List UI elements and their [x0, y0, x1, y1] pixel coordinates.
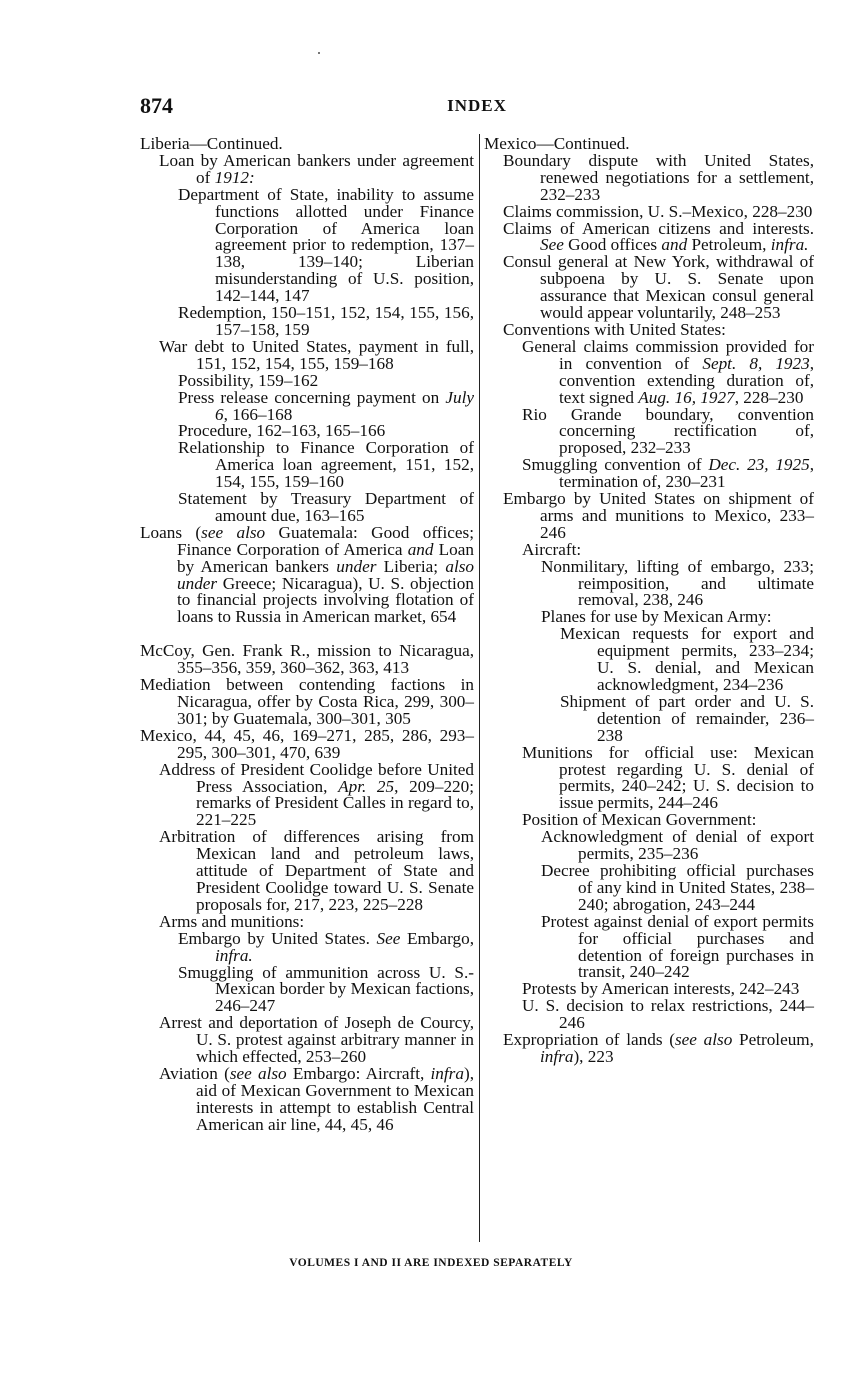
entry-italic-text: see also: [674, 1030, 733, 1050]
entry-text: Press release concerning payment on: [178, 387, 446, 407]
index-entry: [484, 491, 814, 542]
entry-text: Mexico, 44, 45, 46, 169–271, 285, 286, 293–295, 300–301, 470, 639: [140, 725, 474, 762]
entry-text: McCoy, Gen. Frank R., mission to Nicaragua, 355–356, 359, 360–362, 363, 413: [140, 641, 474, 678]
index-entry: [140, 677, 474, 728]
entry-text: , convention extending duration of, text signed: [559, 353, 815, 407]
index-entry: [484, 1032, 814, 1066]
entry-italic-text: infra.: [770, 235, 809, 255]
entry-text: ), 223: [573, 1046, 614, 1066]
entry-text: Protest against denial of export permits for official purchases and detention of foreign purchases in transit, 240–242: [541, 911, 814, 982]
entry-text: Statement by Treasury Department of amount due, 163–165: [178, 489, 474, 525]
index-entry: [140, 305, 474, 339]
index-entry: [140, 962, 474, 1016]
index-entry: [140, 150, 474, 187]
index-entry: [140, 387, 474, 424]
entry-text: War debt to United States, payment in full, 151, 152, 154, 155, 159–168: [159, 336, 474, 373]
index-entry: [140, 928, 474, 965]
entry-text: ), aid of Mexican Government to Mexican interests in attempt to establish Central American air line, 44, 45, 46: [196, 1063, 474, 1134]
index-entry: [140, 1063, 474, 1134]
index-entry: [484, 336, 815, 407]
entry-italic-text: infra: [540, 1046, 574, 1066]
entry-text: Guatemala: Good offices; Finance Corporation of America: [177, 522, 475, 559]
entry-italic-text: Sept. 8, 1923: [702, 353, 810, 373]
entry-italic-text: infra.: [215, 945, 253, 965]
column-divider: [479, 134, 480, 1242]
entry-text: , 166–168: [223, 404, 293, 424]
index-entry: [140, 829, 474, 914]
entry-text: Consul general at New York, withdrawal of subpoena by U. S. Senate upon assurance that Mexican consul general would appear voluntarily, 248–253: [503, 252, 814, 323]
index-entry: [140, 1015, 474, 1066]
entry-text: , 209–220; remarks of President Calles in regard to, 221–225: [196, 776, 475, 830]
index-entry: [484, 691, 814, 745]
entry-text: Mexican requests for export and equipment permits, 233–234; U. S. denial, and Mexican acknowledgment, 234–236: [560, 624, 814, 694]
index-entry: [484, 218, 814, 255]
index-entry: [140, 643, 474, 677]
entry-text: Address of President Coolidge before United Press Association,: [159, 759, 474, 796]
entry-text: General claims commission provided for in convention of: [522, 336, 814, 373]
entry-italic-text: See: [540, 235, 564, 255]
entry-text: Loan by American bankers under agreement of: [159, 150, 474, 187]
entry-italic-text: See: [376, 928, 401, 948]
entry-text: Good offices: [563, 235, 662, 255]
entry-italic-text: July 6: [215, 387, 474, 424]
index-entry: [140, 440, 474, 491]
index-entry: [140, 522, 475, 627]
index-entry: [484, 457, 814, 491]
right-column: [484, 136, 814, 1066]
entry-text: Rio Grande boundary, convention concerning rectification of, proposed, 232–233: [522, 404, 814, 458]
index-entry: [484, 742, 814, 813]
entry-italic-text: 1912:: [214, 167, 255, 187]
entry-text: Munitions for official use: Mexican protest regarding U. S. denial of permits, 240–242; U. S. decision to issue permits, 244–246: [522, 742, 814, 813]
index-entry: [484, 404, 814, 458]
entry-text: Claims of American citizens and interests.: [503, 218, 814, 238]
entry-text: Aircraft:: [522, 539, 582, 559]
entry-text: Claims commission, U. S.–Mexico, 228–230: [503, 201, 813, 221]
entry-italic-text: also under: [177, 556, 474, 593]
scan-speck: [318, 52, 320, 54]
entry-text: Redemption, 150–151, 152, 154, 155, 156, 157–158, 159: [178, 303, 474, 339]
entry-italic-text: and: [661, 235, 688, 255]
entry-text: Arbitration of differences arising from Mexican land and petroleum laws, attitude of Department of State and President Coolidge toward U. S. Senate proposals for, 217, 223, 225–228: [159, 827, 474, 914]
entry-text: Possibility, 159–162: [178, 370, 319, 390]
entry-italic-text: under: [336, 556, 377, 576]
entry-text: Smuggling of ammunition across U. S.-Mexican border by Mexican factions, 246–247: [178, 962, 474, 1016]
entry-text: Department of State, inability to assume functions allotted under Finance Corporation of America loan agreement prior to redemption, 137–138, 139–140; Liberian misunderstanding of U.S. position, 142–144, 147: [178, 184, 474, 306]
entry-text: Nonmilitary, lifting of embargo, 233; reimposition, and ultimate removal, 238, 246: [541, 556, 814, 610]
page-number: 874: [140, 93, 173, 118]
entry-text: Greece; Nicaragua), U. S. objection to financial projects involving flotation of loans to Russia in American market, 654: [177, 573, 474, 627]
entry-text: Expropriation of lands (: [503, 1030, 675, 1050]
index-entry: [484, 254, 814, 322]
entry-text: Position of Mexican Government:: [522, 810, 757, 830]
entry-text: U. S. decision to relax restrictions, 244–246: [522, 996, 814, 1033]
entry-text: Boundary dispute with United States, renewed negotiations for a settlement, 232–233: [503, 150, 814, 204]
page-footer: VOLUMES I AND II ARE INDEXED SEPARATELY: [289, 1257, 573, 1269]
index-entry: [484, 860, 814, 914]
index-entry: [484, 829, 814, 863]
entry-text: Embargo by United States on shipment of arms and munitions to Mexico, 233–246: [503, 489, 814, 542]
entry-text: Conventions with United States:: [503, 319, 726, 339]
entry-text: Petroleum,: [687, 235, 771, 255]
index-entry: [484, 998, 814, 1032]
entry-text: Acknowledgment of denial of export permits, 235–236: [541, 827, 814, 864]
index-entry: [140, 491, 474, 525]
index-entry: [484, 150, 814, 204]
entry-text: Shipment of part order and U. S. detention of remainder, 236–238: [560, 691, 814, 745]
entry-text: Liberia—Continued.: [140, 134, 283, 153]
entry-text: Protests by American interests, 242–243: [522, 979, 800, 999]
entry-text: Arrest and deportation of Joseph de Courcy, U. S. protest against arbitrary manner in which effected, 253–260: [159, 1013, 474, 1067]
index-entry: [140, 336, 474, 373]
entry-text: Loan by American bankers: [177, 539, 474, 576]
entry-text: Embargo: Aircraft,: [286, 1063, 431, 1083]
entry-italic-text: Dec. 23, 1925: [708, 455, 810, 475]
entry-italic-text: infra: [430, 1063, 464, 1083]
entry-text: Arms and munitions:: [159, 911, 305, 931]
index-entry: [484, 911, 814, 982]
page-title: INDEX: [447, 96, 507, 115]
left-column: [140, 136, 474, 1134]
entry-text: Relationship to Finance Corporation of America loan agreement, 151, 152, 154, 155, 159–160: [178, 438, 474, 492]
index-entry: [484, 556, 814, 610]
entry-italic-text: Apr. 25: [338, 776, 395, 796]
index-entry: [484, 626, 814, 694]
entry-text: Mediation between contending factions in Nicaragua, offer by Costa Rica, 299, 300–301; by Guatemala, 300–301, 305: [140, 675, 474, 728]
entry-text: , termination of, 230–231: [559, 455, 815, 492]
entry-text: , 228–230: [734, 387, 804, 407]
entry-italic-text: Aug. 16, 1927: [638, 387, 735, 407]
entry-italic-text: see also: [229, 1063, 287, 1083]
entry-text: Loans (: [140, 522, 202, 542]
entry-text: Mexico—Continued.: [484, 134, 630, 153]
entry-text: Procedure, 162–163, 165–166: [178, 421, 386, 441]
entry-text: Decree prohibiting official purchases of any kind in United States, 238–240; abrogation, 243–244: [541, 860, 814, 914]
entry-text: Embargo by United States.: [178, 928, 377, 948]
page-header: [140, 93, 814, 119]
entry-text: Petroleum,: [732, 1030, 814, 1050]
index-entry: [140, 759, 475, 830]
index-entry: [140, 725, 474, 762]
entry-italic-text: see also: [201, 522, 266, 542]
entry-text: Smuggling convention of: [522, 455, 709, 475]
entry-text: Planes for use by Mexican Army:: [541, 607, 772, 627]
entry-text: Aviation (: [159, 1063, 230, 1083]
entry-text: Embargo,: [400, 928, 474, 948]
index-entry: [140, 184, 474, 306]
entry-italic-text: and: [407, 539, 434, 559]
entry-text: Liberia;: [376, 556, 446, 576]
